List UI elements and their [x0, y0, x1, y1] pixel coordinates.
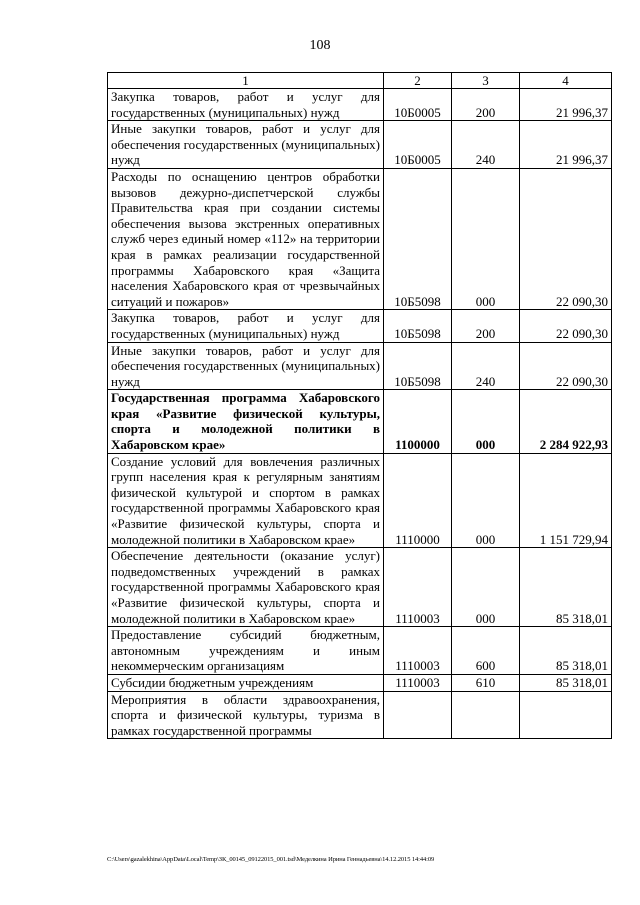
- row-code-cell: 10Б0005: [384, 89, 452, 121]
- row-sum-cell: 22 090,30: [520, 310, 612, 342]
- row-type-cell: 000: [452, 168, 520, 309]
- row-sum-cell: 85 318,01: [520, 627, 612, 675]
- row-code-cell: 1110003: [384, 627, 452, 675]
- row-type-cell: 600: [452, 627, 520, 675]
- row-sum-cell: 21 996,37: [520, 121, 612, 169]
- row-sum-cell: 1 151 729,94: [520, 453, 612, 548]
- table-row: [108, 89, 612, 121]
- row-code-cell: [384, 691, 452, 739]
- row-type-cell: 240: [452, 121, 520, 169]
- table-row: [108, 453, 612, 548]
- header-col-1: 1: [108, 73, 384, 89]
- row-name-cell: Мероприятия в области здравоохранения, спорта и физической культуры, туризма в рамках государственной программы: [108, 691, 384, 739]
- table-row: [108, 674, 612, 691]
- row-type-cell: 000: [452, 453, 520, 548]
- row-code-cell: 1110003: [384, 548, 452, 627]
- row-name-cell: Закупка товаров, работ и услуг для государственных (муниципальных) нужд: [108, 310, 384, 342]
- header-col-4: 4: [520, 73, 612, 89]
- row-type-cell: 200: [452, 310, 520, 342]
- row-name-cell: Закупка товаров, работ и услуг для государственных (муниципальных) нужд: [108, 89, 384, 121]
- row-type-cell: 240: [452, 342, 520, 390]
- row-name-cell: Государственная программа Хабаровского края «Развитие физической культуры, спорта и молодежной политики в Хабаровском крае»: [108, 390, 384, 453]
- row-type-cell: 610: [452, 674, 520, 691]
- budget-table: [107, 72, 612, 739]
- table-row: [108, 310, 612, 342]
- table-row: [108, 627, 612, 675]
- row-type-cell: [452, 691, 520, 739]
- row-name-cell: Иные закупки товаров, работ и услуг для обеспечения государственных (муниципальных) нужд: [108, 342, 384, 390]
- row-type-cell: 000: [452, 390, 520, 453]
- row-sum-cell: 22 090,30: [520, 342, 612, 390]
- row-sum-cell: 22 090,30: [520, 168, 612, 309]
- row-name-cell: Создание условий для вовлечения различных групп населения края к регулярным занятиям физической культурой и спортом в рамках государственной программы Хабаровского края «Развитие физической культуры, спорта и молодежной политики в Хабаровском крае»: [108, 453, 384, 548]
- table-row: [108, 121, 612, 169]
- table-row: [108, 342, 612, 390]
- row-code-cell: 10Б0005: [384, 121, 452, 169]
- row-sum-cell: 85 318,01: [520, 674, 612, 691]
- file-path-footer: C:\Users\gazalekhina\AppData\Local\Temp\ЗК_00145_09122015_001.tsd\Меделкина Ирина Геннадьевна\14.12.2015 14:44:09: [107, 856, 435, 863]
- row-name-cell: Расходы по оснащению центров обработки вызовов дежурно-диспетчерской службы Правительства края при создании системы обеспечения вызова экстренных оперативных служб через единый номер «112» на территории края в рамках реализации государственной программы Хабаровского края «Защита населения Хабаровского края от чрезвычайных ситуаций и пожаров»: [108, 168, 384, 309]
- row-code-cell: 1110000: [384, 453, 452, 548]
- table-row: [108, 548, 612, 627]
- header-col-3: 3: [452, 73, 520, 89]
- row-sum-cell: [520, 691, 612, 739]
- row-name-cell: Иные закупки товаров, работ и услуг для обеспечения государственных (муниципальных) нужд: [108, 121, 384, 169]
- header-col-2: 2: [384, 73, 452, 89]
- row-name-cell: Субсидии бюджетным учреждениям: [108, 674, 384, 691]
- row-sum-cell: 21 996,37: [520, 89, 612, 121]
- page-number: 108: [309, 38, 331, 53]
- table-header-row: [108, 73, 612, 89]
- row-sum-cell: 85 318,01: [520, 548, 612, 627]
- row-code-cell: 10Б5098: [384, 310, 452, 342]
- row-sum-cell: 2 284 922,93: [520, 390, 612, 453]
- table-row: [108, 691, 612, 739]
- row-name-cell: Обеспечение деятельности (оказание услуг) подведомственных учреждений в рамках государственной программы Хабаровского края «Развитие физической культуры, спорта и молодежной политики в Хабаровском крае»: [108, 548, 384, 627]
- row-code-cell: 1110003: [384, 674, 452, 691]
- row-name-cell: Предоставление субсидий бюджетным, автономным учреждениям и иным некоммерческим организациям: [108, 627, 384, 675]
- row-code-cell: 10Б5098: [384, 342, 452, 390]
- row-type-cell: 200: [452, 89, 520, 121]
- row-type-cell: 000: [452, 548, 520, 627]
- row-code-cell: 10Б5098: [384, 168, 452, 309]
- row-code-cell: 1100000: [384, 390, 452, 453]
- table-row: [108, 168, 612, 309]
- table-row: [108, 390, 612, 453]
